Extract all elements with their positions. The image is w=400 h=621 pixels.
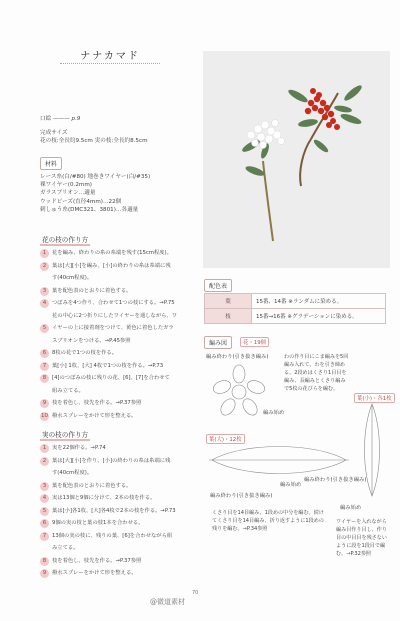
step-text: 花を編み、終わりの糸の糸端を残す(15cm程度)。 bbox=[52, 250, 172, 256]
leaf-start-note: 編み始め bbox=[280, 482, 302, 488]
step-text: 葉を配色表のとおりに着色する。 bbox=[52, 482, 132, 489]
step-text: 撥水スプレーをかけて形を整える。 bbox=[52, 412, 137, 419]
step-number: 1 bbox=[40, 444, 49, 453]
material-item: 裸ワイヤー(0.2mm) bbox=[40, 182, 92, 189]
step-number: 9 bbox=[40, 569, 49, 578]
step-number: 1 bbox=[40, 249, 49, 258]
step-text: す(40cm程度)。 bbox=[52, 275, 93, 281]
step-text: スブリオンをつける。→P.45参照 bbox=[52, 337, 131, 344]
watermark: @微道素材 bbox=[150, 598, 185, 606]
frontispiece-page: p.9 bbox=[71, 116, 81, 122]
step-text: つぼみを4つ作り、合わせて1つの枝にする。→P.75 bbox=[52, 300, 175, 306]
intro-line bbox=[40, 115, 80, 123]
step-number: 10 bbox=[41, 412, 48, 419]
material-item: レース糸(白/#80) 地巻きワイヤー(白/#35) bbox=[40, 174, 151, 180]
color-row bbox=[205, 294, 386, 309]
color-row-value: 15番、14番 ※ランダムに染める。 bbox=[252, 294, 386, 309]
step-number: 6 bbox=[40, 519, 49, 528]
material-item: ウッドビーズ(直径4mm)…22個 bbox=[40, 198, 122, 205]
material-item: 刺しゅう糸(DMC321、3801)…各適量 bbox=[40, 206, 139, 213]
flower-branch-heading bbox=[40, 234, 90, 246]
step-number: 3 bbox=[40, 287, 49, 296]
step-number: 4 bbox=[40, 494, 49, 503]
diagram-heading: 編み図 bbox=[204, 336, 232, 349]
materials-list bbox=[40, 173, 150, 214]
step-text: 葉は[小]各1枚、[大]各4枚で2本の枝を作る。→P.73 bbox=[52, 507, 176, 514]
step-number: 2 bbox=[40, 262, 49, 271]
step-number: 3 bbox=[40, 482, 49, 491]
step-text: 13個の実の枝に、残りの葉、[6]を合わせながら組 bbox=[52, 532, 173, 539]
title-rule bbox=[60, 63, 160, 64]
step-text: イヤーの上に接着剤をつけて、黄色に着色したガラ bbox=[52, 325, 174, 331]
leaf-note: くさり目を14目編み、1段めの中分を編む。続けてくさり目を14目編み、折り返すように1段めの残りを編む。→P.34参照 bbox=[212, 510, 324, 532]
small-leaf-diagram bbox=[360, 400, 384, 500]
step-text: 9個の実の枝と葉の枝1本を合わせる。 bbox=[52, 520, 144, 526]
step-text: 花の中心に2つ折りにしたワイヤーを通しながら、ワ bbox=[52, 312, 178, 319]
small-leaf-end-note: 編み終わり(引き抜き編み) bbox=[304, 477, 367, 483]
step-text: 8枚の花で1つの枝を作る。 bbox=[52, 350, 118, 356]
step-text: す(40cm程度)。 bbox=[52, 470, 93, 476]
size-value: 花の枝:全長約9.5cm 実の枝:全長約8.5cm bbox=[40, 138, 148, 144]
step-text: 枝を着色し、枝先を作る。→P.37参照 bbox=[52, 400, 142, 406]
step-text: 組み立てる。 bbox=[52, 387, 84, 394]
color-table bbox=[204, 293, 386, 324]
step-number: 5 bbox=[40, 324, 49, 333]
page-title: ナナカマド bbox=[80, 51, 140, 62]
step-text: 枝を着色し、枝先を作る。→P.37参照 bbox=[52, 557, 142, 564]
page-number: 70 bbox=[192, 590, 199, 596]
step-text: 葉は[大][小]を編み、[小]の終わりの糸は糸端に残 bbox=[52, 262, 171, 269]
step-text: [4]のつぼみの枝に残りの花、[6]、[7]を合わせて bbox=[52, 375, 170, 381]
small-leaf-tag: 葉(小)・各1枚 bbox=[354, 393, 395, 403]
step-number: 9 bbox=[40, 399, 49, 408]
color-row-label: 葉 bbox=[205, 294, 252, 309]
flower-tag: 花・19個 bbox=[240, 337, 269, 347]
flower-branch-heading-text: 花の枝の作り方 bbox=[42, 236, 89, 244]
step-number: 7 bbox=[40, 362, 49, 371]
step-text: 葉[小] 1枚、[大] 4枚で1つの枝を作る。→P.73 bbox=[52, 362, 164, 369]
flower-start-note: 編み始め bbox=[263, 410, 285, 416]
step-number: 7 bbox=[40, 532, 49, 541]
wire-note: ワイヤーを入れながら編み目作り目し、作り目の中目目を残さないように段を1段目で編む。→P.32参照 bbox=[336, 519, 387, 557]
rowan-branch-illustration bbox=[203, 51, 390, 268]
flower-side-note: わの作り目にこま編みを5回編み入れて、わを引き締める。2段めはくさり1目目を編み、長編みとくさり編みで5枚の花びらを編む。 bbox=[284, 354, 349, 392]
color-row bbox=[205, 309, 386, 324]
step-text: み立てる。 bbox=[52, 545, 79, 551]
step-number: 2 bbox=[40, 457, 49, 466]
product-photo bbox=[203, 51, 390, 268]
small-leaf-start-note: 編み始め bbox=[340, 505, 362, 511]
berry-branch-heading-text: 実の枝の作り方 bbox=[42, 431, 89, 439]
step-text: 撥水スプレーをかけて形を整える。 bbox=[52, 570, 137, 576]
large-leaf-tag: 葉(大)・12枚 bbox=[206, 434, 245, 444]
step-text: 実は13個と9個に分けて、2本の枝を作る。 bbox=[52, 495, 156, 501]
frontispiece-label: 口絵 ——— bbox=[40, 116, 70, 122]
step-text: 実を22個作る。→P.74 bbox=[52, 445, 106, 451]
step-text: 葉は[大][小]を作り、[小]の終わりの糸は糸端に残 bbox=[52, 457, 171, 464]
step-number: 4 bbox=[40, 299, 49, 308]
berry-branch-heading bbox=[40, 429, 90, 441]
materials-heading: 材料 bbox=[40, 157, 62, 170]
material-item: ガラスブリオン…適量 bbox=[40, 190, 96, 197]
step-number: 8 bbox=[40, 557, 49, 566]
flower-end-note: 編み終わり(引き抜き編み) bbox=[206, 354, 269, 360]
size-label: 完成サイズ bbox=[40, 130, 68, 136]
step-text: 葉を配色表のとおりに着色する。 bbox=[52, 287, 132, 294]
color-row-label: 枝 bbox=[205, 309, 252, 324]
color-row-value: 15番→16番 ※グラデーションに染める。 bbox=[252, 309, 386, 324]
step-number: 6 bbox=[40, 349, 49, 358]
step-number: 8 bbox=[40, 374, 49, 383]
leaf-end-note: 編み終わり(引き抜き編み) bbox=[210, 493, 273, 499]
step-number: 5 bbox=[40, 507, 49, 516]
color-table-heading: 配色表 bbox=[204, 279, 232, 292]
